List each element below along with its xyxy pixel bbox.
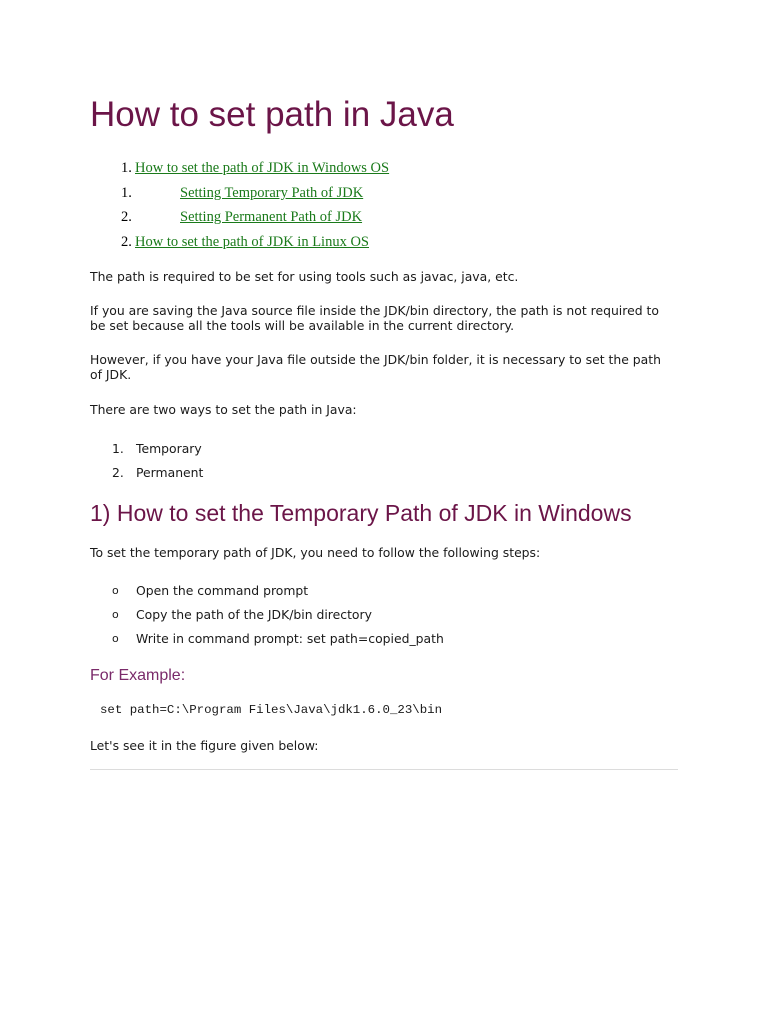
toc-link-linux[interactable]: How to set the path of JDK in Linux OS — [135, 234, 369, 250]
bullet-marker: o — [112, 608, 119, 621]
list-item-number: 1. — [112, 441, 124, 456]
code-snippet: set path=C:\Program Files\Java\jdk1.6.0_23\bin — [100, 703, 443, 717]
toc-item-number: 2. — [121, 234, 132, 250]
bullet-marker: o — [112, 584, 119, 597]
page-title: How to set path in Java — [90, 95, 454, 134]
outside-folder-paragraph: However, if you have your Java file outside the JDK/bin folder, it is necessary to set the path of JDK. — [90, 352, 661, 382]
toc-item-number: 2. — [121, 209, 132, 225]
list-item-number: 2. — [112, 465, 124, 480]
section-heading: 1) How to set the Temporary Path of JDK in Windows — [90, 500, 632, 526]
list-item-label: Write in command prompt: set path=copied_path — [136, 631, 444, 646]
toc-link-permanent-path[interactable]: Setting Permanent Path of JDK — [180, 209, 363, 225]
figure-intro-paragraph: Let's see it in the figure given below: — [90, 738, 319, 753]
steps-intro-paragraph: To set the temporary path of JDK, you need to follow the following steps: — [90, 545, 541, 560]
bullet-marker: o — [112, 632, 119, 645]
toc-link-temporary-path[interactable]: Setting Temporary Path of JDK — [180, 185, 364, 201]
jdk-bin-paragraph: If you are saving the Java source file inside the JDK/bin directory, the path is not required to be set because all the tools will be available in the current directory. — [90, 303, 659, 333]
toc-link-windows[interactable]: How to set the path of JDK in Windows OS — [135, 160, 390, 176]
two-ways-paragraph: There are two ways to set the path in Java: — [90, 402, 357, 417]
list-item-label: Permanent — [136, 465, 204, 480]
toc-item-number: 1. — [121, 160, 132, 176]
list-item-label: Temporary — [136, 441, 202, 456]
example-heading: For Example: — [90, 667, 186, 684]
intro-paragraph: The path is required to be set for using tools such as javac, java, etc. — [90, 269, 519, 284]
list-item-label: Open the command prompt — [136, 583, 309, 598]
list-item-label: Copy the path of the JDK/bin directory — [136, 607, 372, 622]
divider — [90, 769, 678, 770]
toc-item-number: 1. — [121, 185, 132, 201]
